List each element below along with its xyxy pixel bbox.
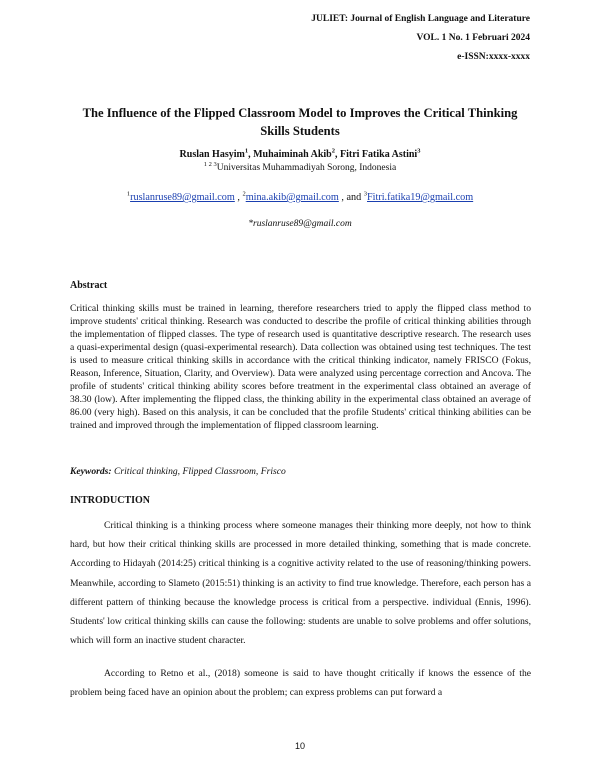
keywords-list: Critical thinking, Flipped Classroom, Frisco xyxy=(113,466,286,477)
author-name: Fitri Fatika Astini xyxy=(339,149,418,160)
journal-name: JULIET: Journal of English Language and Literature xyxy=(311,14,530,24)
affiliation-sup: 1 2 3 xyxy=(203,160,217,168)
email-sup: 3 xyxy=(363,190,367,198)
corresponding-email: *ruslanruse89@gmail.com xyxy=(248,219,352,229)
journal-volume: VOL. 1 No. 1 Februari 2024 xyxy=(416,33,530,43)
journal-issn: e-ISSN:xxxx-xxxx xyxy=(457,52,530,62)
email-list xyxy=(60,192,540,203)
abstract-text: Critical thinking skills must be trained in learning, therefore researchers tried to apply the flipped class method to improve students' critical thinking. Research was conducted to describe the profile of critical thinking abilities through the implementation of flipped classes. The type of research used is quantitative descriptive research. The research uses a quasi-experimental design (quasi-experimental research). Data collection was obtained using test techniques. The test is used to measure critical thinking skills in accordance with the critical thinking indicator, namely FRISCO (Fokus, Reason, Inference, Situation, Clarity, and Overview). Data were analyzed using percentage correction and Ancova. The profile of students' critical thinking ability scores before treatment in the experimental class obtained an average of 38.30 (low). After implementing the flipped class, the thinking ability in the experimental class obtained an average of 86.00 (very high). Based on this analysis, it can be concluded that the profile Students' critical thinking abilities can be trained and improved through the implementation of flipped classroom learning. xyxy=(70,303,531,431)
email-separator: , xyxy=(234,192,243,203)
body-paragraph: Critical thinking is a thinking process where someone manages their thinking more deeply, not how to think hard, but how their critical thinking skills are processed in more detailed thinking, something that is made concrete. According to Hidayah (2014:25) critical thinking is a cognitive activity related to the use of reasoning/thinking powers. Meanwhile, according to Slameto (2015:51) thinking is an activity to find true knowledge. Therefore, each person has a different pattern of thinking because the knowledge process is critical from a perspective. individual (Ennis, 1996). Students' low critical thinking skills can cause the following: students are unable to solve problems and offer solutions, which will form an inactive student character. xyxy=(70,520,531,647)
affiliation xyxy=(60,160,540,173)
author-list: Ruslan Hasyim$^1$, Muhaiminah Akib$^2$, Fitri Fatika Astini$^3$ xyxy=(179,147,421,160)
email-link[interactable]: Fitri.fatika19@gmail.com xyxy=(367,192,474,203)
author-sup: 2 xyxy=(331,147,335,155)
email-sup: 1 xyxy=(126,190,131,198)
author-sup: 3 xyxy=(417,147,421,155)
affiliation-text: Universitas Muhammadiyah Sorong, Indonesia xyxy=(216,163,397,173)
section-heading-introduction: INTRODUCTION xyxy=(70,495,151,506)
page-number: 10 xyxy=(294,741,305,751)
author-name: Ruslan Hasyim xyxy=(179,149,245,160)
email-link[interactable]: ruslanruse89@gmail.com xyxy=(130,192,235,203)
email-link[interactable]: mina.akib@gmail.com xyxy=(245,192,339,203)
author-sup: 1 xyxy=(244,147,249,155)
body-paragraph: According to Retno et al., (2018) someone is said to have thought critically if knows the essence of the problem being faced have an opinion about the problem; can express problems can put forward a xyxy=(70,668,531,699)
abstract-heading: Abstract xyxy=(70,280,108,291)
email-separator: , and xyxy=(338,192,364,203)
author-name: Muhaiminah Akib xyxy=(253,149,332,160)
paper-title: The Influence of the Flipped Classroom Model to Improves the Critical Thinking Skills Students xyxy=(82,106,518,138)
keywords xyxy=(70,466,286,477)
keywords-label: Keywords: xyxy=(70,466,112,477)
email-sup: 2 xyxy=(242,190,246,198)
